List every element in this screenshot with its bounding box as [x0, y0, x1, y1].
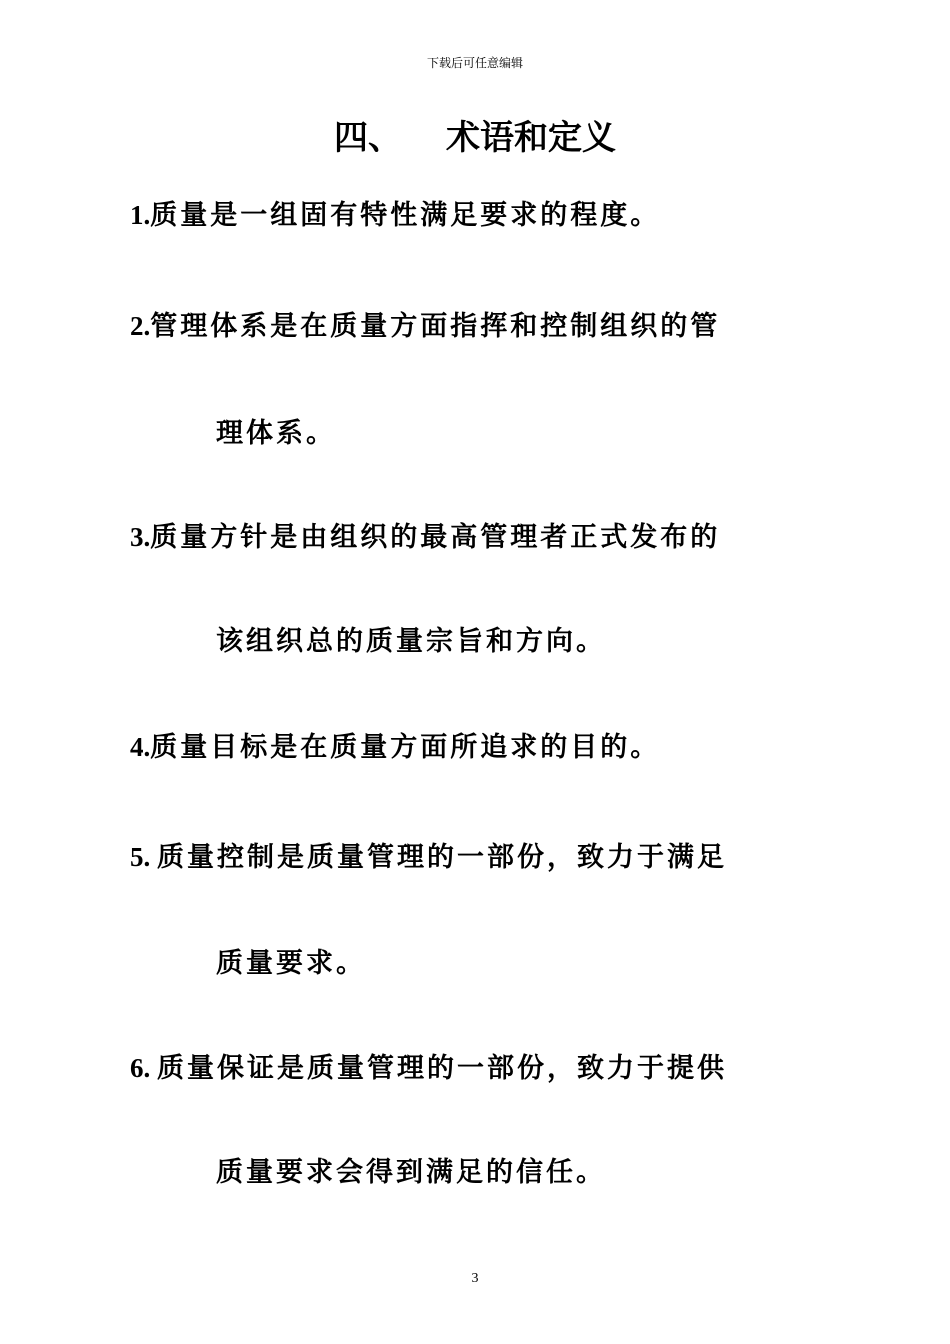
definition-text: 质量保证是质量管理的一部份，致力于提供 — [157, 1053, 727, 1084]
definition-text: 质量控制是质量管理的一部份，致力于满足 — [157, 842, 727, 873]
definition-text: 质量是一组固有特性满足要求的程度。 — [150, 200, 661, 231]
definition-index: 6. — [130, 1053, 157, 1083]
definition-text: 质量方针是由组织的最高管理者正式发布的 — [150, 522, 721, 553]
definition-5 — [130, 837, 727, 878]
definition-3-continuation: 该组织总的质量宗旨和方向。 — [216, 626, 606, 657]
definition-1 — [130, 195, 660, 236]
section-heading: 术语和定义 — [446, 118, 616, 158]
definition-text: 质量目标是在质量方面所追求的目的。 — [150, 732, 661, 763]
section-number: 四、 — [334, 118, 402, 158]
definition-text: 管理体系是在质量方面指挥和控制组织的管 — [150, 311, 721, 342]
definition-5-continuation: 质量要求。 — [216, 948, 366, 979]
page-number: 3 — [471, 1271, 479, 1286]
header-note: 下载后可任意编辑 — [426, 56, 523, 70]
definition-2-continuation: 理体系。 — [216, 418, 336, 449]
definition-4 — [130, 727, 660, 768]
definition-6-continuation: 质量要求会得到满足的信任。 — [216, 1157, 606, 1188]
definition-index: 4. — [130, 732, 151, 762]
definition-index: 2. — [130, 311, 151, 341]
definition-index: 5. — [130, 842, 157, 872]
definition-index: 3. — [130, 522, 151, 552]
definition-6 — [130, 1048, 727, 1089]
section-title — [0, 115, 950, 161]
definition-3 — [130, 517, 720, 558]
definition-2 — [130, 306, 720, 347]
definition-index: 1. — [130, 200, 151, 230]
